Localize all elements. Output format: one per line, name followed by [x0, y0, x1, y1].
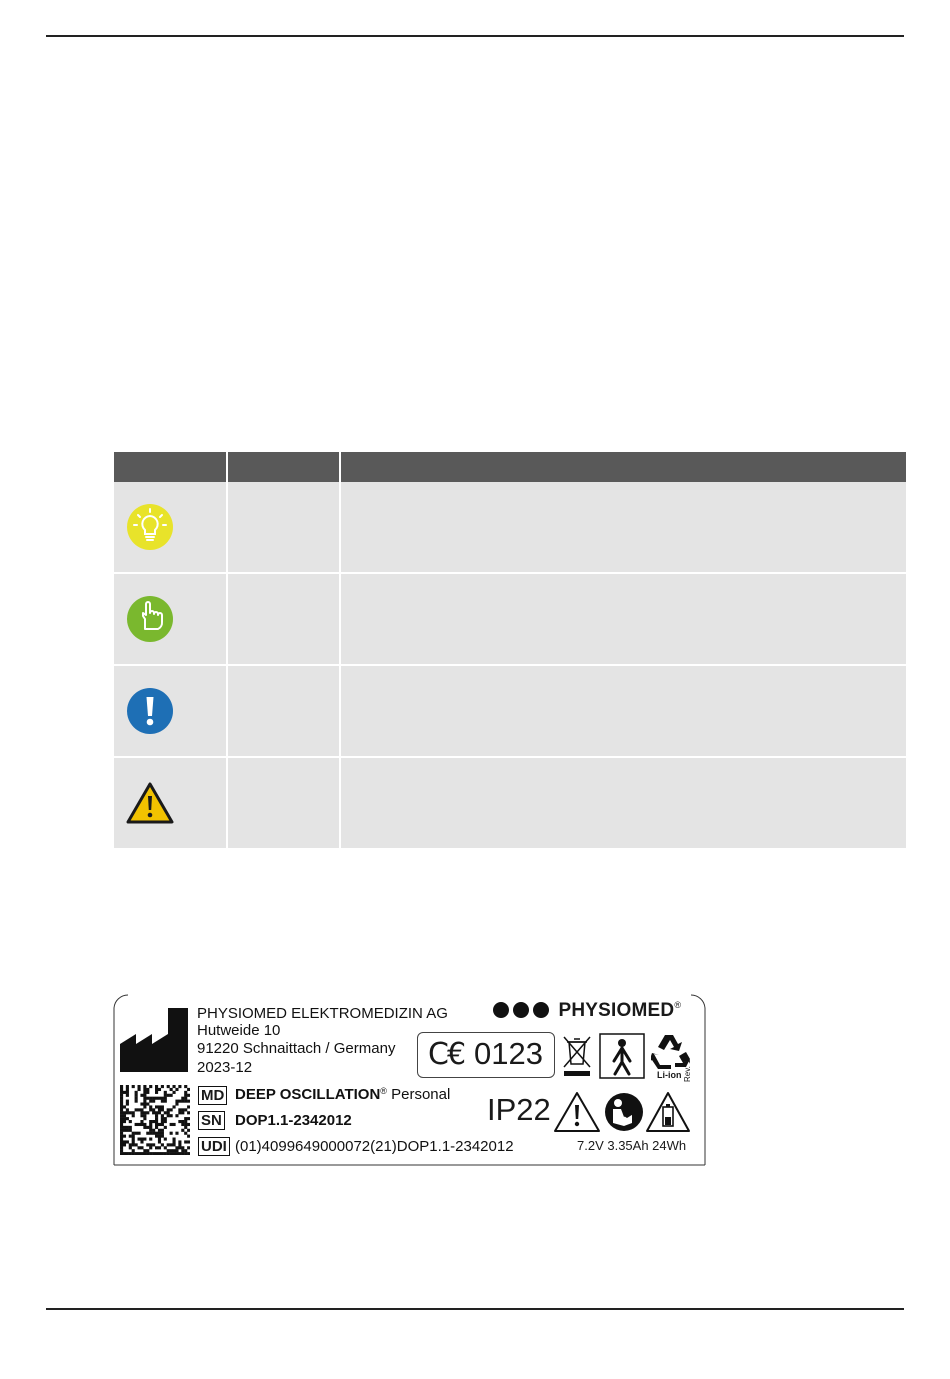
brand-name: PHYSIOMED	[558, 1000, 675, 1021]
empty-cell	[340, 482, 906, 573]
ip-rating: IP22	[487, 1092, 551, 1127]
empty-cell	[340, 665, 906, 757]
product-variant: Personal	[386, 1086, 451, 1103]
header-rule	[46, 35, 904, 37]
brand-logo	[493, 1000, 681, 1022]
table-header-cell	[340, 452, 906, 482]
power-rating: 7.2V 3.35Ah 24Wh	[577, 1138, 687, 1153]
table-header-cell	[227, 452, 340, 482]
table-header-row	[114, 452, 906, 482]
symbol-cell	[114, 757, 227, 848]
manufacturer-factory-icon	[120, 1008, 188, 1072]
datamatrix-code	[120, 1085, 190, 1155]
revision-note: Rev. 1	[683, 1059, 692, 1082]
manufacturer-street: Hutweide 10	[197, 1022, 281, 1039]
table-header-cell	[114, 452, 227, 482]
ce-mark-icon: C€	[428, 1037, 465, 1072]
ce-mark-box	[417, 1032, 555, 1078]
consult-instructions-icon	[604, 1092, 644, 1132]
manufacturer-city: 91220 Schnaittach / Germany	[197, 1040, 396, 1057]
lightbulb-tip-icon	[126, 503, 174, 551]
notified-body-number: 0123	[474, 1036, 543, 1071]
manufacture-date: 2023-12	[197, 1059, 253, 1076]
empty-cell	[227, 573, 340, 665]
udi-tag: UDI	[198, 1137, 230, 1156]
battery-warning-icon	[645, 1091, 691, 1133]
table-row	[114, 482, 906, 573]
udi-code: (01)4099649000072(21)DOP1.1-2342012	[235, 1138, 514, 1155]
serial-number: DOP1.1-2342012	[235, 1112, 352, 1129]
caution-triangle-icon	[553, 1091, 601, 1133]
symbol-cell	[114, 482, 227, 573]
footer-rule	[46, 1308, 904, 1310]
brand-reg-mark: ®	[674, 1000, 682, 1010]
product-name: DEEP OSCILLATION	[235, 1086, 381, 1103]
battery-type: Li-ion	[657, 1070, 682, 1080]
logo-dot	[493, 1002, 509, 1018]
product-reg-mark: ®	[380, 1086, 387, 1096]
symbol-cell	[114, 573, 227, 665]
empty-cell	[227, 665, 340, 757]
empty-cell	[340, 573, 906, 665]
symbols-table	[114, 452, 906, 848]
empty-cell	[227, 482, 340, 573]
empty-cell	[227, 757, 340, 848]
manufacturer-name: PHYSIOMED ELEKTROMEDIZIN AG	[197, 1005, 448, 1022]
logo-dot	[533, 1002, 549, 1018]
mandatory-exclamation-icon	[126, 687, 174, 735]
symbol-cell	[114, 665, 227, 757]
table-row	[114, 573, 906, 665]
table-row	[114, 665, 906, 757]
warning-triangle-icon	[126, 781, 174, 825]
weee-crossed-bin-icon	[562, 1034, 592, 1078]
type-b-applied-part-icon	[599, 1033, 645, 1079]
empty-cell	[340, 757, 906, 848]
sn-tag: SN	[198, 1111, 225, 1130]
pointing-hand-note-icon	[126, 595, 174, 643]
table-row	[114, 757, 906, 848]
type-label	[113, 994, 706, 1166]
logo-dot	[513, 1002, 529, 1018]
md-tag: MD	[198, 1086, 227, 1105]
product-name-line	[235, 1087, 450, 1102]
